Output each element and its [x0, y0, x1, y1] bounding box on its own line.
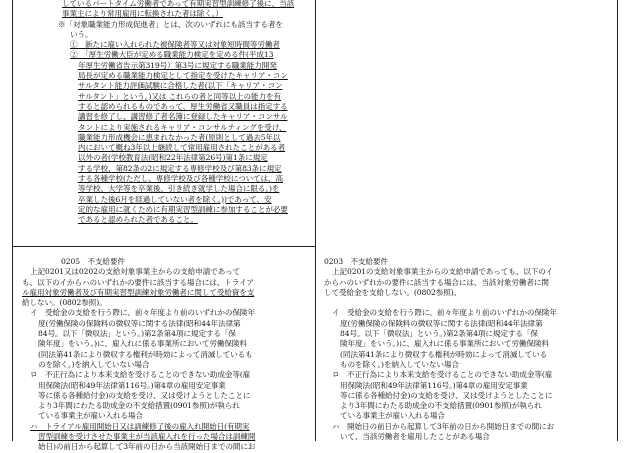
- item-line: より3年間にわたる助成金の不支給措置(0901参照)が執られ: [38, 401, 240, 411]
- item-line: ている事業主が雇い入れる場合: [340, 411, 445, 421]
- right-section: [324, 257, 616, 442]
- item-line: 険年度」をいう。)に、雇入れに係る事業所において労働保険料: [340, 339, 549, 349]
- item-line: 等に係る各種給付金)の支給を受け、又は受けようとしたことに: [38, 390, 251, 400]
- item-line: ロ 不正行為により本来支給を受けることのできない助成金等(雇: [30, 370, 251, 380]
- section-heading: 0205 不支給要件: [61, 257, 125, 266]
- item-line: ている事業主が雇い入れる場合: [38, 411, 143, 421]
- item-line: 用保険法(昭和49年法律第116号。)第4章の雇用安定事業: [340, 380, 528, 390]
- top-line: タントにより実施されるキャリア・コンサルティングを受け、: [78, 122, 287, 132]
- item-line: イ 受給金の支給を行う際に、前々年度より前のいずれかの保険年: [30, 308, 255, 318]
- top-line: サルタント能力評価試験に合格した者(以下「キャリア・コン: [78, 81, 283, 91]
- top-line: いう。: [70, 29, 93, 39]
- item-line: 始日)の前日から起算して3年前の日から当該開始日までの間にお: [38, 442, 256, 452]
- top-line: サルタント」という。)又は これらの者と同等以上の能力を有: [78, 91, 282, 101]
- item-line: 等に係る各種給付金)の支給を受け、又は受けようとしたことに: [340, 390, 553, 400]
- item-line: いて、当該労働者を雇用したことがある場合: [340, 432, 490, 442]
- body-line: 上記0201又は0202の支給対象事業主からの支給申請であって: [30, 267, 241, 277]
- top-line: 卒業した後6月を経過していない者を除く。))であって、安: [78, 194, 272, 204]
- center-divider: [315, 0, 316, 441]
- body-line: して受給金を支給しない。(0802参照)。: [324, 287, 462, 297]
- item-line: 用保険法(昭和49年法律第116号。)第4章の雇用安定事業: [38, 380, 226, 390]
- top-line: する各種学校(ただし、専修学校及び各種学校については、高: [78, 174, 284, 184]
- item-line: 84号。以下「徴収法」という。)第2条第4項に規定する「保: [38, 329, 236, 339]
- item-line: 度(労働保険の保険料の徴収等に関する法律(昭和44年法律第: [340, 318, 543, 328]
- item-line: 習型訓練を受けさせた事業主が当該雇入れを行った場合は訓練開: [38, 432, 256, 442]
- top-line: 年厚生労働省告示第319号）第3号に規定する職業能力開発: [78, 60, 277, 70]
- right-border: [617, 0, 618, 441]
- top-line: 等学校、大学等を卒業後、引き続き就学した場合に限る。)を: [78, 184, 280, 194]
- body-line: ル雇用対象労働者及び有期実習型訓練対象労働者に関して受給資を支: [22, 287, 255, 297]
- top-line: しているパートタイム労働者であって有期実習型訓練修了後に、当該: [62, 0, 295, 8]
- section-heading: 0203 不支給要件: [324, 257, 388, 266]
- item-line: イ 受給金の支給を行う際に、前々年度より前のいずれかの保険年: [332, 308, 557, 318]
- item-line: ハ 開始日の前日から起算して3年前の日から開始日までの間にお: [332, 421, 555, 431]
- top-block: [58, 0, 314, 226]
- item-line: より3年間にわたる助成金の不支給措置(0901参照)が執られ: [340, 401, 542, 411]
- body-line: も、以下のイからハのいずれかの要件に該当する場合には、トライア: [22, 277, 254, 287]
- item-line: 84号。以下「徴収法」という。)第2条第4項に規定する「保: [340, 329, 538, 339]
- top-line: 内において概ね3年以上継続して常用雇用されたことがある者: [78, 143, 286, 153]
- top-line: ※「対象職業能力形成促進者」とは、次のいずれにも該当する者を: [58, 19, 283, 29]
- top-line: ① 新たに雇い入れられた被保険者等又は対象短時間等労働者: [70, 40, 280, 50]
- item-line: (同法第41条により徴収する権利が時効によって消滅している: [340, 349, 548, 359]
- item-line: 度(労働保険の保険料の徴収等に関する法律(昭和44年法律第: [38, 318, 241, 328]
- top-line: 事業主により常用雇用に転換された者は除く。）: [62, 9, 223, 19]
- top-line: 以外の者(学校教育法(昭和22年法律第26号)第1条に規定: [78, 153, 268, 163]
- top-line: ② 「厚生労働大臣が定める職業能力検定を定める件(平成13: [70, 50, 274, 60]
- item-line: ハ トライアル雇用開始日又は訓練修了後の雇入れ開始日(有期実: [30, 421, 250, 431]
- top-line: すると認められるものであって、厚生労働省又職員は指定する: [78, 101, 288, 111]
- left-section-rule: [12, 246, 315, 247]
- body-line: 給しない。(0802参照)。: [22, 298, 107, 308]
- top-line: 定的な雇用に就くために有期実習型訓練に参加することが必要: [78, 204, 288, 214]
- item-line: のを除く。)を納入していない場合: [38, 359, 150, 369]
- body-line: からハのいずれかの要件に該当する場合には、当該対象労働者に関: [324, 277, 549, 287]
- left-border: [12, 0, 13, 441]
- blank-line: [324, 298, 616, 308]
- top-line: であると認められた者であること。: [78, 215, 198, 225]
- item-line: 険年度」をいう。)に、雇入れに係る事業所において労働保険料: [38, 339, 247, 349]
- top-line: 講習を修了し、講習修了者名簿に登録したキャリア・コンサル: [78, 112, 288, 122]
- item-line: (同法第41条により徴収する権利が時効によって消滅しているも: [38, 349, 253, 359]
- left-section: [22, 257, 314, 453]
- top-line: 局長が定める職業能力検定として指定を受けたキャリア・コン: [78, 71, 288, 81]
- top-line: する学校、第82条の2に規定する専修学校及び第83条に規定: [78, 163, 282, 173]
- top-line: 職業能力形成機会に恵まれなかった者(原則として過去5年以: [78, 132, 281, 142]
- item-line: ものを除く。)を納入していない場合: [340, 359, 459, 369]
- item-line: ロ 不正行為により本来支給を受けることのできない助成金等(雇: [332, 370, 553, 380]
- body-line: 上記0201の支給対象事業主からの支給申請であっても、以下のイ: [332, 267, 554, 277]
